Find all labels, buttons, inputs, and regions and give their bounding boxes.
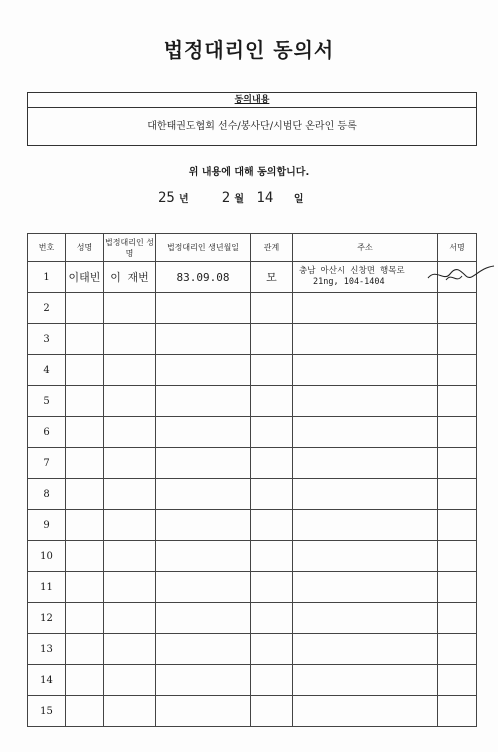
cell-no: 15	[28, 696, 66, 727]
cell-signature	[438, 696, 477, 727]
cell-relation	[251, 355, 293, 386]
date-line	[158, 190, 304, 206]
cell-guardian-name	[104, 696, 156, 727]
cell-guardian-birth	[156, 696, 251, 727]
table-header-row	[28, 234, 477, 262]
header-signature: 서명	[438, 234, 477, 262]
cell-guardian-birth	[156, 324, 251, 355]
consent-body: 대한태권도협회 선수/봉사단/시범단 온라인 등록	[147, 121, 357, 132]
cell-signature	[438, 665, 477, 696]
header-no: 번호	[28, 234, 66, 262]
table-row	[28, 603, 477, 634]
date-day: 14	[256, 190, 274, 206]
cell-signature	[438, 386, 477, 417]
cell-signature	[438, 262, 477, 293]
cell-guardian-birth	[156, 479, 251, 510]
cell-guardian-birth	[156, 510, 251, 541]
cell-signature	[438, 324, 477, 355]
cell-address	[293, 448, 438, 479]
cell-relation	[251, 572, 293, 603]
cell-guardian-birth: 83.09.08	[156, 262, 251, 293]
table-row	[28, 262, 477, 293]
cell-guardian-birth	[156, 355, 251, 386]
page-title: 법정대리인 동의서	[163, 38, 335, 62]
cell-name	[66, 448, 104, 479]
cell-signature	[438, 510, 477, 541]
cell-address	[293, 386, 438, 417]
guardian-table	[27, 233, 477, 727]
cell-address	[293, 541, 438, 572]
cell-guardian-name	[104, 572, 156, 603]
cell-address	[293, 293, 438, 324]
table-row	[28, 479, 477, 510]
table-row	[28, 510, 477, 541]
header-name: 성명	[66, 234, 104, 262]
cell-guardian-name	[104, 541, 156, 572]
cell-guardian-name	[104, 293, 156, 324]
cell-relation	[251, 324, 293, 355]
cell-relation	[251, 386, 293, 417]
cell-relation	[251, 665, 293, 696]
cell-guardian-birth	[156, 665, 251, 696]
date-year-unit: 년	[179, 194, 189, 205]
table-row	[28, 386, 477, 417]
consent-header: 동의내용	[28, 93, 476, 108]
cell-guardian-birth	[156, 417, 251, 448]
cell-signature	[438, 541, 477, 572]
cell-name	[66, 665, 104, 696]
cell-guardian-name	[104, 355, 156, 386]
cell-signature	[438, 355, 477, 386]
cell-no: 1	[28, 262, 66, 293]
cell-guardian-name	[104, 665, 156, 696]
cell-relation	[251, 510, 293, 541]
cell-guardian-name: 이 재번	[104, 262, 156, 293]
cell-relation	[251, 479, 293, 510]
cell-name	[66, 572, 104, 603]
cell-no: 13	[28, 634, 66, 665]
cell-address	[293, 510, 438, 541]
cell-signature	[438, 634, 477, 665]
header-guardian-name: 법정대리인 성명	[104, 234, 156, 262]
cell-no: 8	[28, 479, 66, 510]
cell-relation	[251, 603, 293, 634]
table-row	[28, 572, 477, 603]
cell-address	[293, 572, 438, 603]
cell-name	[66, 293, 104, 324]
cell-address	[293, 665, 438, 696]
table-row	[28, 541, 477, 572]
cell-no: 4	[28, 355, 66, 386]
cell-guardian-birth	[156, 448, 251, 479]
cell-name	[66, 510, 104, 541]
cell-address	[293, 696, 438, 727]
cell-signature	[438, 448, 477, 479]
cell-relation	[251, 696, 293, 727]
cell-guardian-name	[104, 510, 156, 541]
cell-address	[293, 355, 438, 386]
date-day-unit: 일	[293, 194, 304, 205]
cell-guardian-birth	[156, 541, 251, 572]
cell-no: 9	[28, 510, 66, 541]
cell-relation	[251, 417, 293, 448]
cell-relation	[251, 448, 293, 479]
cell-guardian-name	[104, 417, 156, 448]
cell-guardian-birth	[156, 293, 251, 324]
cell-signature	[438, 572, 477, 603]
cell-relation	[251, 541, 293, 572]
cell-relation	[251, 293, 293, 324]
cell-name	[66, 541, 104, 572]
cell-no: 11	[28, 572, 66, 603]
cell-signature	[438, 293, 477, 324]
cell-address	[293, 417, 438, 448]
table-row	[28, 448, 477, 479]
cell-no: 5	[28, 386, 66, 417]
cell-guardian-name	[104, 603, 156, 634]
cell-no: 14	[28, 665, 66, 696]
cell-address	[293, 603, 438, 634]
cell-name	[66, 479, 104, 510]
cell-relation: 모	[251, 262, 293, 293]
cell-guardian-name	[104, 448, 156, 479]
cell-guardian-birth	[156, 386, 251, 417]
cell-guardian-birth	[156, 603, 251, 634]
cell-guardian-name	[104, 324, 156, 355]
cell-relation	[251, 634, 293, 665]
cell-address	[293, 634, 438, 665]
cell-guardian-birth	[156, 634, 251, 665]
header-address: 주소	[293, 234, 438, 262]
agree-statement: 위 내용에 대해 동의합니다.	[188, 167, 310, 178]
cell-no: 12	[28, 603, 66, 634]
cell-no: 10	[28, 541, 66, 572]
cell-name	[66, 417, 104, 448]
cell-guardian-name	[104, 479, 156, 510]
cell-address	[293, 324, 438, 355]
cell-name: 이태빈	[66, 262, 104, 293]
table-row	[28, 324, 477, 355]
date-year: 25	[158, 190, 175, 206]
cell-name	[66, 696, 104, 727]
cell-address	[293, 262, 438, 293]
cell-guardian-birth	[156, 572, 251, 603]
table-row	[28, 355, 477, 386]
cell-guardian-name	[104, 634, 156, 665]
table-row	[28, 696, 477, 727]
cell-name	[66, 324, 104, 355]
cell-name	[66, 355, 104, 386]
cell-address	[293, 479, 438, 510]
cell-no: 2	[28, 293, 66, 324]
table-row	[28, 665, 477, 696]
cell-no: 3	[28, 324, 66, 355]
consent-box	[27, 92, 477, 146]
header-guardian-birth: 법정대리인 생년월일	[156, 234, 251, 262]
date-month-unit: 월	[234, 194, 244, 205]
cell-signature	[438, 479, 477, 510]
address-line-2: 21ng, 104-1404	[313, 277, 385, 287]
cell-name	[66, 634, 104, 665]
signature-mark	[426, 264, 496, 286]
cell-name	[66, 603, 104, 634]
address-line-1: 충남 아산시 신창면 행목로	[299, 266, 405, 276]
table-row	[28, 293, 477, 324]
cell-no: 6	[28, 417, 66, 448]
cell-signature	[438, 603, 477, 634]
table-row	[28, 634, 477, 665]
header-relation: 관계	[251, 234, 293, 262]
cell-signature	[438, 417, 477, 448]
date-month: 2	[221, 190, 231, 206]
cell-no: 7	[28, 448, 66, 479]
cell-name	[66, 386, 104, 417]
table-row	[28, 417, 477, 448]
cell-guardian-name	[104, 386, 156, 417]
